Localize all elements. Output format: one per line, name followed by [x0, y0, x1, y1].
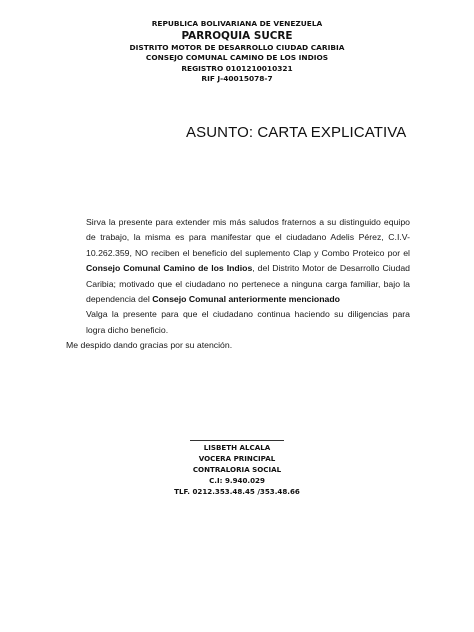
header-council: CONSEJO COMUNAL CAMINO DE LOS INDIOS: [145, 53, 329, 63]
paragraph-1-text-a: Sirva la presente para extender mis más saludos fraternos a su distinguido equipo de trabajo, la misma es para manifestar que el ciudadano Adelis Pérez, C.I.V- 10.262.359, NO reciben el beneficio del suplemento Clap y Combo Proteico por el: [86, 217, 410, 258]
header-district: DISTRITO MOTOR DE DESARROLLO CIUDAD CARIBIA: [129, 42, 345, 52]
signature-line: [190, 440, 284, 441]
paragraph-1: [66, 215, 410, 307]
letterhead: [0, 19, 474, 85]
council-name-bold: Consejo Comunal Camino de los Indios: [86, 263, 253, 274]
letter-subject: ASUNTO: CARTA EXPLICATIVA: [186, 124, 407, 141]
header-registry: REGISTRO 0101210010321: [181, 63, 293, 73]
letter-body: [66, 215, 410, 354]
signature-block: [0, 440, 474, 497]
signer-area: CONTRALORIA SOCIAL: [192, 465, 282, 474]
council-mention-bold: Consejo Comunal anteriormente mencionado: [152, 294, 340, 305]
signer-name: LISBETH ALCALA: [203, 443, 271, 452]
header-parish: PARROQUIA SUCRE: [181, 29, 293, 42]
signer-id: C.I: 9.940.029: [209, 476, 265, 485]
paragraph-1-text-c: , del Distrito Motor de Desarrollo Ciudad Caribia; motivado que el ciudadano no pertenece a ninguna carga familiar, bajo la dependencia del: [86, 263, 410, 305]
signer-phone: TLF. 0212.353.48.45 /353.48.66: [174, 487, 300, 496]
paragraph-2: Valga la presente para que el ciudadano continua haciendo su diligencias para logra dicho beneficio.: [86, 309, 410, 335]
paragraph-3: Me despido dando gracias por su atención.: [66, 340, 233, 351]
signer-role: VOCERA PRINCIPAL: [198, 454, 276, 463]
header-country: REPUBLICA BOLIVARIANA DE VENEZUELA: [151, 19, 323, 28]
header-rif: RIF J-40015078-7: [201, 74, 273, 84]
